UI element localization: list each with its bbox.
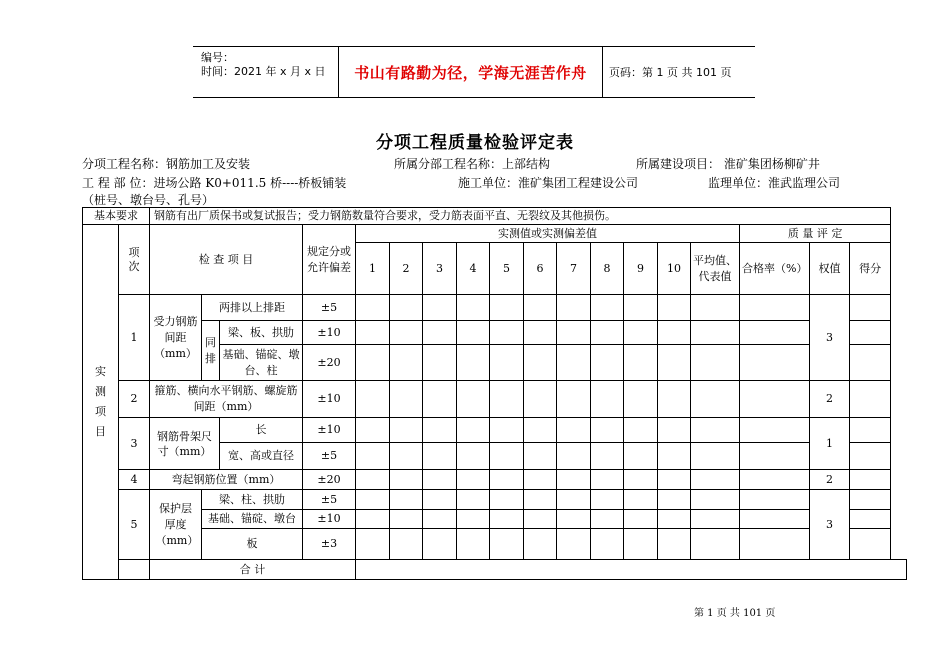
table-row — [83, 418, 907, 443]
basic-req-label: 基本要求 — [83, 208, 150, 225]
item-no: 3 — [119, 418, 150, 470]
parent-project: 所属分部工程名称：上部结构 — [394, 157, 551, 171]
total-label: 合 计 — [150, 560, 356, 580]
table-row — [83, 295, 907, 321]
col-avg: 平均值、代表值 — [691, 243, 740, 295]
document-title: 分项工程质量检验评定表 — [376, 133, 574, 153]
serial-label: 编号： — [201, 51, 234, 64]
item-group: 受力钢筋间距（mm） — [150, 295, 202, 381]
section-label: 实测项目 — [83, 225, 119, 580]
col-spec: 规定分或允许偏差 — [303, 225, 356, 295]
col-weight: 权值 — [810, 243, 850, 295]
inspection-table — [82, 207, 907, 580]
table-row — [83, 381, 907, 418]
check-item: 两排以上排距 — [202, 295, 303, 321]
weight: 2 — [810, 381, 850, 418]
item-no: 2 — [119, 381, 150, 418]
item-name: 分项工程名称：钢筋加工及安装 — [82, 157, 251, 171]
tolerance: ±5 — [303, 443, 356, 470]
table-row — [83, 490, 907, 510]
tolerance: ±10 — [303, 510, 356, 529]
page-header — [193, 46, 755, 98]
col-score: 得分 — [850, 243, 891, 295]
motto: 书山有路勤为径，学海无涯苦作舟 — [354, 63, 587, 82]
col-check-item: 检 查 项 目 — [150, 225, 303, 295]
table-row — [83, 470, 907, 490]
item-group: 钢筋骨架尺寸（mm） — [150, 418, 220, 470]
time-label: 时间：2021 年 x 月 x 日 — [201, 65, 326, 78]
tolerance: ±20 — [303, 470, 356, 490]
same-row-label: 同排 — [202, 321, 220, 381]
page-label: 页码：第 1 页 共 101 页 — [609, 66, 732, 79]
table-row — [83, 321, 907, 345]
check-item: 弯起钢筋位置（mm） — [150, 470, 303, 490]
header-meta — [201, 51, 326, 79]
col-measured: 实测值或实测偏差值 — [356, 225, 740, 243]
item-no: 1 — [119, 295, 150, 381]
header-divider — [602, 47, 603, 97]
page-footer: 第 1 页 共 101 页 — [694, 608, 776, 619]
tolerance: ±10 — [303, 321, 356, 345]
item-group: 保护层厚度（mm） — [150, 490, 202, 560]
measure-col: 6 — [524, 243, 557, 295]
pile-note: （桩号、墩台号、孔号） — [82, 193, 215, 207]
check-item: 基础、锚碇、墩台、柱 — [220, 345, 303, 381]
measure-col: 5 — [490, 243, 524, 295]
tolerance: ±10 — [303, 381, 356, 418]
measure-col: 2 — [390, 243, 423, 295]
check-item: 箍筋、横向水平钢筋、螺旋筋间距（mm） — [150, 381, 303, 418]
work-location: 工 程 部 位：进场公路 K0+011.5 桥----桥板铺装 — [82, 176, 347, 190]
tolerance: ±5 — [303, 295, 356, 321]
col-item-no: 项次 — [119, 225, 150, 295]
measure-col: 9 — [624, 243, 658, 295]
weight: 1 — [810, 418, 850, 470]
check-item: 梁、板、拱肋 — [220, 321, 303, 345]
check-item: 板 — [202, 529, 303, 560]
table-row — [83, 208, 907, 225]
col-quality: 质 量 评 定 — [740, 225, 891, 243]
table-row — [83, 510, 907, 529]
table-row — [83, 529, 907, 560]
measure-col: 8 — [591, 243, 624, 295]
weight: 2 — [810, 470, 850, 490]
measure-col: 4 — [457, 243, 490, 295]
item-no: 5 — [119, 490, 150, 560]
measure-col: 1 — [356, 243, 390, 295]
check-item: 宽、高或直径 — [220, 443, 303, 470]
basic-req-text: 钢筋有出厂质保书或复试报告；受力钢筋数量符合要求，受力筋表面平直、无裂纹及其他损伤。 — [150, 208, 891, 225]
check-item: 梁、柱、拱肋 — [202, 490, 303, 510]
tolerance: ±5 — [303, 490, 356, 510]
measure-col: 3 — [423, 243, 457, 295]
table-row — [83, 560, 907, 580]
check-item: 基础、锚碇、墩台 — [202, 510, 303, 529]
tolerance: ±20 — [303, 345, 356, 381]
measure-col: 7 — [557, 243, 591, 295]
tolerance: ±3 — [303, 529, 356, 560]
tolerance: ±10 — [303, 418, 356, 443]
contractor: 施工单位：淮矿集团工程建设公司 — [458, 176, 639, 190]
col-pass-rate: 合格率（%） — [740, 243, 810, 295]
construction-project: 所属建设项目： 淮矿集团杨柳矿井 — [636, 157, 820, 171]
supervisor: 监理单位：淮武监理公司 — [708, 176, 841, 190]
measure-col: 10 — [658, 243, 691, 295]
table-row — [83, 225, 907, 243]
weight: 3 — [810, 295, 850, 381]
weight: 3 — [810, 490, 850, 560]
item-no: 4 — [119, 470, 150, 490]
check-item: 长 — [220, 418, 303, 443]
